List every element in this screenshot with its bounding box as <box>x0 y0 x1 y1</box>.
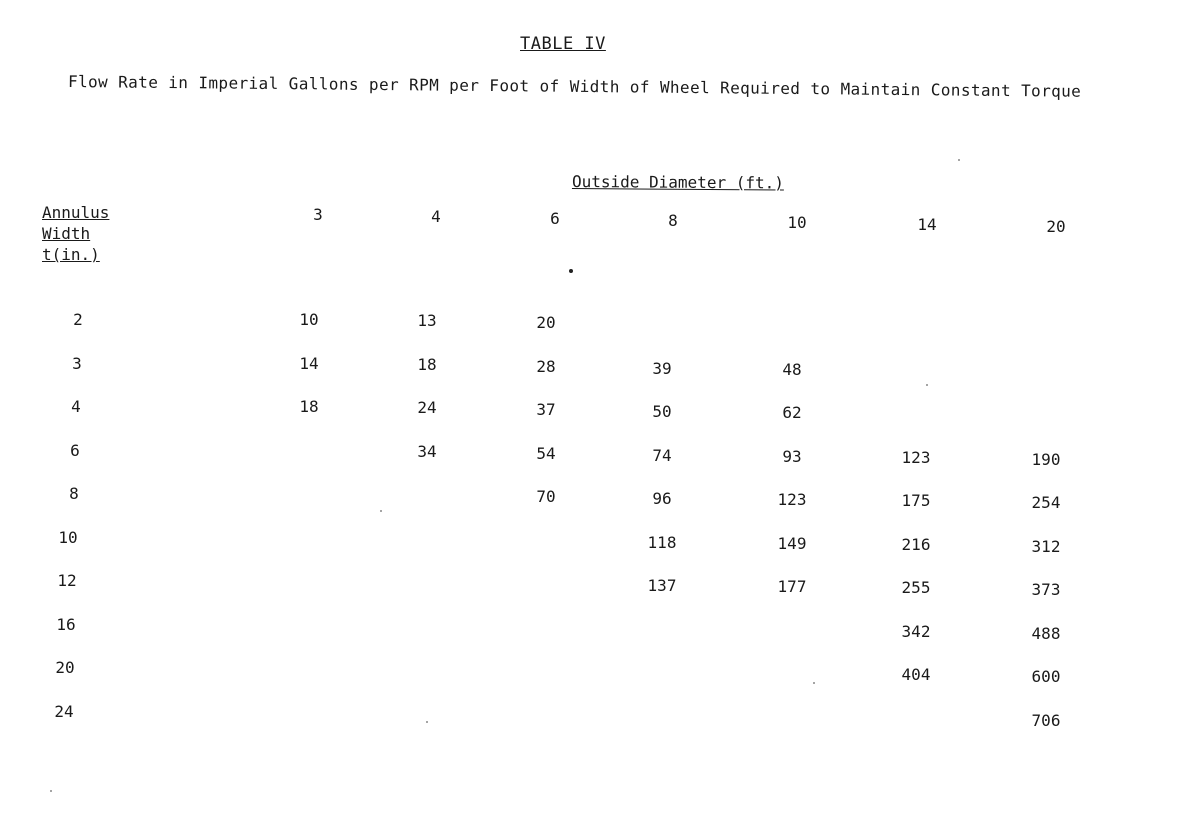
scan-speck <box>569 269 573 273</box>
column-header: 3 <box>313 205 323 224</box>
table-subtitle: Flow Rate in Imperial Gallons per RPM per Foot of Width of Wheel Required to Maintain Constant Torque <box>67 72 1082 101</box>
row-header-line: Width <box>42 224 91 243</box>
table-cell: 312 <box>1031 537 1061 556</box>
table-cell: 70 <box>536 487 556 506</box>
table-cell: 74 <box>652 446 672 465</box>
table-cell: 118 <box>647 533 677 552</box>
table-cell: 488 <box>1031 624 1061 643</box>
row-label: 4 <box>71 397 81 416</box>
row-header-line: t(in.) <box>42 245 100 264</box>
table-cell: 373 <box>1031 580 1061 599</box>
column-header: 6 <box>550 209 560 228</box>
table-cell: 37 <box>536 400 556 419</box>
table-cell: 34 <box>417 442 437 461</box>
column-header: 20 <box>1046 217 1066 236</box>
row-label: 16 <box>56 615 76 634</box>
scan-speck <box>926 384 928 386</box>
column-header: 10 <box>787 213 807 232</box>
table-cell: 255 <box>901 578 931 597</box>
scan-speck <box>426 721 428 723</box>
table-cell: 254 <box>1031 493 1061 512</box>
scan-speck <box>380 510 382 512</box>
row-header-line: Annulus <box>42 203 110 222</box>
table-cell: 18 <box>299 397 319 416</box>
table-cell: 50 <box>652 402 672 421</box>
row-label: 2 <box>73 310 83 329</box>
table-cell: 54 <box>536 444 556 463</box>
table-cell: 123 <box>777 490 807 509</box>
table-cell: 177 <box>777 577 807 596</box>
row-label: 24 <box>54 702 74 721</box>
row-label: 12 <box>57 571 77 590</box>
row-label: 20 <box>55 658 75 677</box>
column-header: 14 <box>917 215 937 234</box>
table-cell: 28 <box>536 357 556 376</box>
scan-speck <box>813 682 815 684</box>
table-cell: 18 <box>417 355 437 374</box>
column-header: 4 <box>431 207 441 226</box>
row-label: 6 <box>70 441 80 460</box>
table-cell: 24 <box>417 398 437 417</box>
table-cell: 216 <box>901 535 931 554</box>
table-cell: 190 <box>1031 450 1061 469</box>
table-cell: 39 <box>652 359 672 378</box>
scan-speck <box>50 790 52 792</box>
column-header: 8 <box>668 211 678 230</box>
table-cell: 149 <box>777 534 807 553</box>
table-cell: 48 <box>782 360 802 379</box>
table-cell: 62 <box>782 403 802 422</box>
table-cell: 123 <box>901 448 931 467</box>
column-group-label: Outside Diameter (ft.) <box>571 172 784 193</box>
scan-speck <box>958 159 960 161</box>
table-cell: 175 <box>901 491 931 510</box>
table-cell: 137 <box>647 576 677 595</box>
table-cell: 20 <box>536 313 556 332</box>
table-cell: 14 <box>299 354 319 373</box>
table-cell: 600 <box>1031 667 1061 686</box>
table-cell: 404 <box>901 665 931 684</box>
table-title: TABLE IV <box>520 34 606 54</box>
table-cell: 96 <box>652 489 672 508</box>
table-cell: 10 <box>299 310 319 329</box>
table-cell: 93 <box>782 447 802 466</box>
table-cell: 342 <box>901 622 931 641</box>
row-label: 10 <box>58 528 78 547</box>
row-header <box>42 202 109 265</box>
table-cell: 13 <box>417 311 437 330</box>
table-cell: 706 <box>1031 711 1061 730</box>
row-label: 3 <box>72 354 82 373</box>
row-label: 8 <box>69 484 79 503</box>
